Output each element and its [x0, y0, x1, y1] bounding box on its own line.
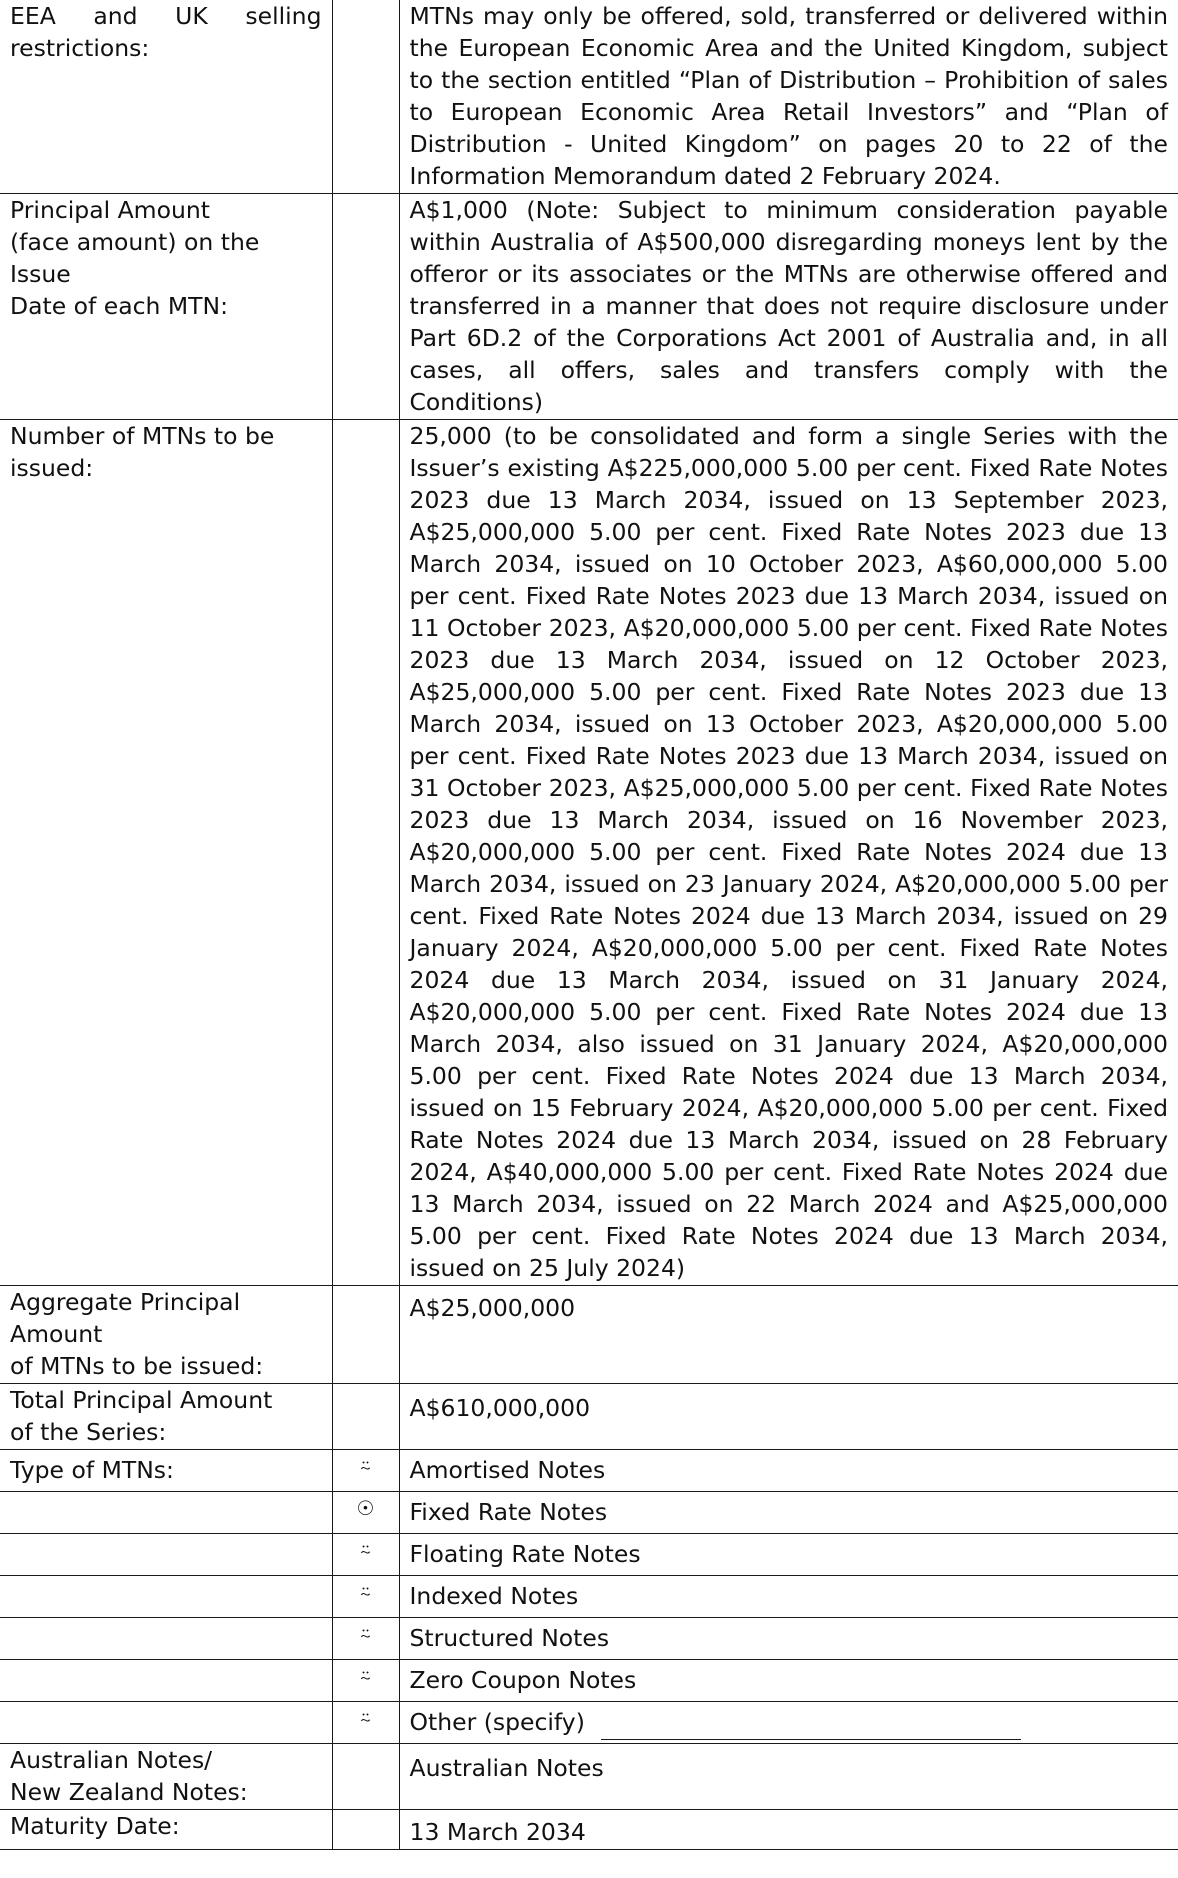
label-line: restrictions:	[10, 34, 150, 62]
option-other-label: Other (specify)	[409, 1708, 585, 1736]
row-label	[0, 1534, 332, 1576]
unchecked-box-icon[interactable]: ⍨	[359, 1706, 372, 1730]
label-line: of MTNs to be issued:	[10, 1352, 264, 1380]
row-label	[0, 1384, 332, 1450]
label-line: of the Series:	[10, 1418, 167, 1446]
option-label: Fixed Rate Notes	[399, 1492, 1178, 1534]
row-label	[0, 1744, 332, 1810]
option-cell	[332, 1576, 399, 1618]
option-cell	[332, 1384, 399, 1450]
option-cell	[332, 1810, 399, 1850]
row-label	[0, 1702, 332, 1744]
option-label: Floating Rate Notes	[399, 1534, 1178, 1576]
row-value: 13 March 2034	[399, 1810, 1178, 1850]
row-label: Type of MTNs:	[0, 1450, 332, 1492]
option-label	[399, 1702, 1178, 1744]
option-cell	[332, 1618, 399, 1660]
unchecked-box-icon[interactable]: ⍨	[359, 1664, 372, 1688]
unchecked-box-icon[interactable]: ⍨	[359, 1622, 372, 1646]
unchecked-box-icon[interactable]: ⍨	[359, 1454, 372, 1478]
label-line: (face amount) on the Issue	[10, 228, 260, 288]
table-row	[0, 0, 1178, 194]
option-cell	[332, 420, 399, 1286]
label-line: issued:	[10, 454, 94, 482]
unchecked-box-icon[interactable]: ⍨	[359, 1538, 372, 1562]
label-line: Total Principal Amount	[10, 1386, 273, 1414]
option-cell	[332, 0, 399, 194]
row-label	[0, 1576, 332, 1618]
row-value: A$25,000,000	[399, 1286, 1178, 1384]
table-row	[0, 420, 1178, 1286]
table-row	[0, 1660, 1178, 1702]
row-value: MTNs may only be offered, sold, transferred or delivered within the European Economic Area and the United Kingdom, subject to the section entitled “Plan of Distribution – Prohibition of sales to European Economic Area Retail Investors” and “Plan of Distribution - United Kingdom” on pages 20 to 22 of the Information Memorandum dated 2 February 2024.	[399, 0, 1178, 194]
row-label	[0, 194, 332, 420]
row-label	[0, 1286, 332, 1384]
table-row	[0, 1744, 1178, 1810]
row-label	[0, 0, 332, 194]
row-label	[0, 420, 332, 1286]
row-label	[0, 1492, 332, 1534]
option-cell	[332, 1534, 399, 1576]
specify-blank-field[interactable]	[601, 1711, 1021, 1740]
label-line: Date of each MTN:	[10, 292, 229, 320]
label-line: New Zealand Notes:	[10, 1778, 248, 1806]
table-row	[0, 194, 1178, 420]
row-label: Maturity Date:	[0, 1810, 332, 1850]
row-value: 25,000 (to be consolidated and form a single Series with the Issuer’s existing A$225,000,000 5.00 per cent. Fixed Rate Notes 2023 due 13 March 2034, issued on 13 September 2023, A$25,000,000 5.00 per cent. Fixed Rate Notes 2023 due 13 March 2034, issued on 10 October 2023, A$60,000,000 5.00 per cent. Fixed Rate Notes 2023 due 13 March 2034, issued on 11 October 2023, A$20,000,000 5.00 per cent. Fixed Rate Notes 2023 due 13 March 2034, issued on 12 October 2023, A$25,000,000 5.00 per cent. Fixed Rate Notes 2023 due 13 March 2034, issued on 13 October 2023, A$20,000,000 5.00 per cent. Fixed Rate Notes 2023 due 13 March 2034, issued on 31 October 2023, A$25,000,000 5.00 per cent. Fixed Rate Notes 2023 due 13 March 2034, issued on 16 November 2023, A$20,000,000 5.00 per cent. Fixed Rate Notes 2024 due 13 March 2034, issued on 23 January 2024, A$20,000,000 5.00 per cent. Fixed Rate Notes 2024 due 13 March 2034, issued on 29 January 2024, A$20,000,000 5.00 per cent. Fixed Rate Notes 2024 due 13 March 2034, issued on 31 January 2024, A$20,000,000 5.00 per cent. Fixed Rate Notes 2024 due 13 March 2034, also issued on 31 January 2024, A$20,000,000 5.00 per cent. Fixed Rate Notes 2024 due 13 March 2034, issued on 15 February 2024, A$20,000,000 5.00 per cent. Fixed Rate Notes 2024 due 13 March 2034, issued on 28 February 2024, A$40,000,000 5.00 per cent. Fixed Rate Notes 2024 due 13 March 2034, issued on 22 March 2024 and A$25,000,000 5.00 per cent. Fixed Rate Notes 2024 due 13 March 2034, issued on 25 July 2024)	[399, 420, 1178, 1286]
table-row	[0, 1702, 1178, 1744]
option-cell	[332, 1492, 399, 1534]
option-label: Amortised Notes	[399, 1450, 1178, 1492]
label-line: EEA and UK selling	[10, 2, 322, 30]
unchecked-box-icon[interactable]: ⍨	[359, 1580, 372, 1604]
option-cell	[332, 1660, 399, 1702]
option-cell	[332, 1450, 399, 1492]
label-line: Principal Amount	[10, 196, 210, 224]
option-label: Structured Notes	[399, 1618, 1178, 1660]
table-row	[0, 1384, 1178, 1450]
label-line: Australian Notes/	[10, 1746, 213, 1774]
table-row	[0, 1450, 1178, 1492]
row-value: A$610,000,000	[399, 1384, 1178, 1450]
row-value: A$1,000 (Note: Subject to minimum consideration payable within Australia of A$500,000 disregarding moneys lent by the offeror or its associates or the MTNs are otherwise offered and transferred in a manner that does not require disclosure under Part 6D.2 of the Corporations Act 2001 of Australia and, in all cases, all offers, sales and transfers comply with the Conditions)	[399, 194, 1178, 420]
row-value: Australian Notes	[399, 1744, 1178, 1810]
option-cell	[332, 1744, 399, 1810]
label-line: Number of MTNs to be	[10, 422, 275, 450]
table-row	[0, 1810, 1178, 1850]
table-row	[0, 1534, 1178, 1576]
table-row	[0, 1618, 1178, 1660]
label-line: Aggregate Principal Amount	[10, 1288, 241, 1348]
option-cell	[332, 1286, 399, 1384]
option-cell	[332, 1702, 399, 1744]
table-row	[0, 1286, 1178, 1384]
row-label	[0, 1660, 332, 1702]
table-row	[0, 1492, 1178, 1534]
option-label: Zero Coupon Notes	[399, 1660, 1178, 1702]
option-cell	[332, 194, 399, 420]
option-label: Indexed Notes	[399, 1576, 1178, 1618]
row-label	[0, 1618, 332, 1660]
table-row	[0, 1576, 1178, 1618]
checked-box-icon[interactable]: ☉	[356, 1496, 375, 1520]
